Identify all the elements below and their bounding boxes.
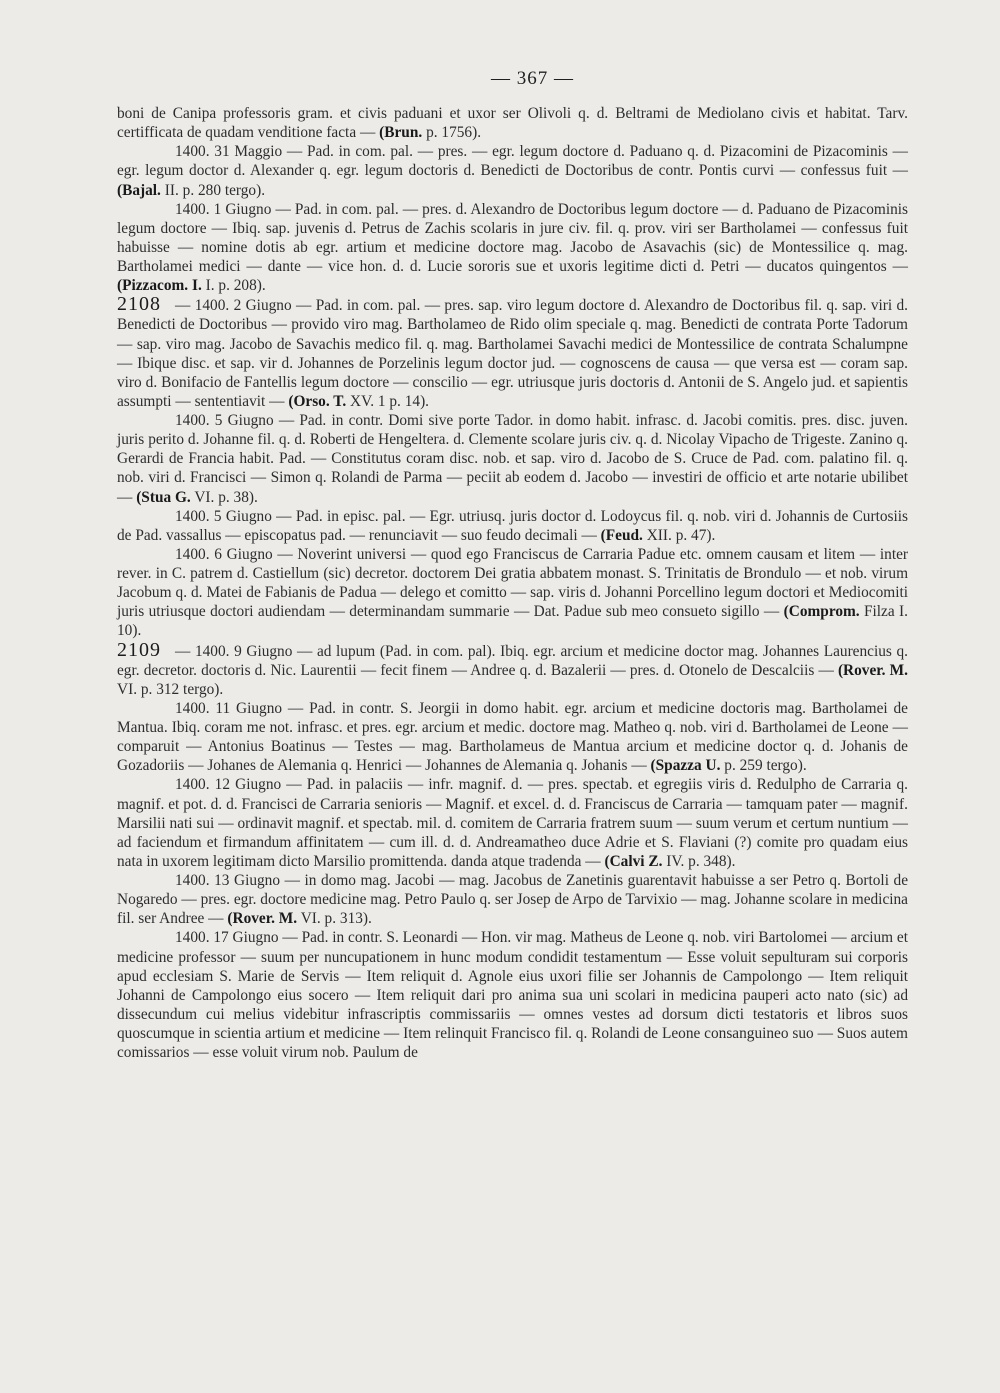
paragraph-text: — 1400. 2 Giugno — Pad. in com. pal. — pres. sap. viro legum doctore d. Alexandro de Doctoribus fil. q. sap. viri d. Benedicti de Doctoribus — provido viro mag. Bartholameo de Rido olim speciale q. mag. Benedicti de contrata Porte Tadorum — sap. viro mag. Jacobo de Savachis medico fil. q. mag. Bartholamei Savachi medici de Montessilice de contrata Schalumpne — Ibique disc. et sap. vir d. Johannes de Porzelinis legum doctor jud. — cognoscens de causa — que versa est — coram sap. viro d. Bonifacio de Fantellis legum doctore — conscilio — egr. utriusque juris doctoris d. Antonii de S. Angelo jud. et sapientis assumpti — sententiavit — <box>117 297 908 410</box>
source-citation: VI. p. 38). <box>194 488 258 506</box>
paragraph <box>117 104 908 142</box>
source-reference: (Orso. T. <box>288 392 347 410</box>
source-reference: (Rover. M. <box>837 661 908 679</box>
source-reference: (Spazza U. <box>650 757 721 775</box>
document-entry <box>117 295 908 411</box>
paragraph <box>117 871 908 928</box>
source-citation: p. 1756). <box>426 124 482 142</box>
source-reference: (Bajal. <box>117 181 161 199</box>
source-citation: Filza I. 10). <box>117 603 908 640</box>
source-reference: (Comprom. <box>783 603 860 621</box>
paragraph-text: 1400. 5 Giugno — Pad. in episc. pal. — Egr. utriusq. juris doctor d. Lodoycus fil. q. nob. viri d. Johannis de Curtosiis de Pad. vassallus — episcopatus pad. — renunciavit — suo feudo decimali — <box>117 507 908 544</box>
source-citation: VI. p. 312 tergo). <box>117 680 224 698</box>
source-reference: (Stua G. <box>136 488 191 506</box>
source-citation: II. p. 280 tergo). <box>164 181 266 199</box>
paragraph <box>117 699 908 776</box>
source-citation: p. 259 tergo). <box>724 757 807 775</box>
source-reference: (Pizzacom. I. <box>117 277 202 295</box>
source-citation: XV. 1 p. 14). <box>350 392 430 410</box>
paragraph <box>117 507 908 545</box>
source-reference: (Brun. <box>379 124 423 142</box>
paragraph <box>117 142 908 199</box>
paragraph-text: 1400. 13 Giugno — in domo mag. Jacobi — mag. Jacobus de Zanetinis guarentavit habuisse a ser Petro q. Bortoli de Nogaredo — pres. egr. doctore medicine mag. Petro Paulo q. ser Josep de Arpo de Tarvixio — mag. Johanne scolare in medicina fil. ser Andree — <box>117 872 908 928</box>
document-number: 2108 <box>117 293 161 316</box>
source-reference: (Calvi Z. <box>604 852 663 870</box>
source-citation: IV. p. 348). <box>666 852 736 870</box>
paragraph-text: — 1400. 9 Giugno — ad lupum (Pad. in com. pal). Ibiq. egr. arcium et medicine doctor mag. Johannes Laurencius q. egr. decretor. doctoris d. Nic. Laurentii — fecit finem — Andree q. d. Bazalerii — pres. d. Otonelo de Descalciis — <box>117 642 908 679</box>
document-entry <box>117 638 908 699</box>
source-citation: I. p. 208). <box>205 277 266 295</box>
paragraph-text: boni de Canipa professoris gram. et civis paduani et uxor ser Olivoli q. d. Beltrami de Mediolano civis et habitat. Tarv. certifficata de quadam venditione facta — <box>117 105 908 142</box>
document-number: 2109 <box>117 638 161 661</box>
paragraph <box>117 928 908 1062</box>
paragraph <box>117 775 908 871</box>
page-number: — 367 — <box>491 68 574 89</box>
source-citation: VI. p. 313). <box>300 910 372 928</box>
paragraph <box>117 411 908 507</box>
paragraph-text: 1400. 31 Maggio — Pad. in com. pal. — pres. — egr. legum doctore d. Paduano q. d. Pizacomini de Pizacominis — egr. legum doctor d. Alexander q. egr. legum doctoris d. Benedicti de Doctoribus de contr. Pontis curvi — confessus fuit — <box>117 143 908 180</box>
paragraph <box>117 545 908 641</box>
paragraph-text: 1400. 12 Giugno — Pad. in palaciis — infr. magnif. d. — pres. spectab. et egregiis viris d. Redulpho de Carraria q. magnif. et pot. d. d. Francisci de Carraria senioris — Magnif. et excel. d. d. Franciscus de Carraria — tamquam pater — magnif. Marsilii nati sui — ordinavit magnif. et spectab. mil. d. comitem de Carraria fratrem suum — suum verum et certum nuntium — ad faciendum et firmandum affinitatem — cum ill. d. d. Andreamatheo duce Adrie et S. Flaviani (?) comite pro quadam eius nata in uxorem legitimam dicto Marsilio promittenda. danda atque tradenda — <box>117 776 908 870</box>
paragraph-text: 1400. 1 Giugno — Pad. in com. pal. — pres. d. Alexandro de Doctoribus legum doctore — d. Paduano de Pizacominis legum doctore — Ibiq. sap. juvenis d. Petrus de Zachis scolaris in jure civ. fil. q. prov. viri ser Bartholamei — confessus fuit habuisse — nomine dotis ab egr. artium et medicine doctore mag. Jacobo de Asavachis (sic) de Montessilice q. mag. Bartholamei medici — dante — vice hon. d. d. Lucie sororis sue et uxoris legitime dicti d. Petri — ducatos quingentos — <box>117 200 908 275</box>
source-reference: (Feud. <box>600 526 643 544</box>
paragraph-text: 1400. 11 Giugno — Pad. in contr. S. Jeorgii in domo habit. egr. arcium et medicine doctoris mag. Bartholamei de Mantua. Ibiq. coram me not. infrasc. et pres. egr. arcium et medic. doctore mag. Matheo q. nob. viri d. Bartholamei de Leone — comparuit — Antonius Boatinus — Testes — mag. Bartholameus de Mantua arcium et medicine doctor q. d. Johanis de Gozadoriis — Johanes de Alemania q. Henrici — Johannes de Alemania q. Johanis — <box>117 699 908 775</box>
paragraph-text: 1400. 17 Giugno — Pad. in contr. S. Leonardi — Hon. vir mag. Matheus de Leone q. nob. viri Bartolomei — arcium et medicine professor — suum per nuncupationem in hunc modum condidit testamentum — Esse voluit sepulturam sui corporis apud ecclesiam S. Marie de Servis — Item reliquit d. Agnole eius uxori filie ser Johannis de Campolongo — Item reliquit Johanni de Campolongo eius socero — Item reliquit dari pro anima sua uni scolari in medicina pauperi acto nato (sic) ad dissecundum cui melius videbitur infrascriptis commissariis — omnes vestes ad dorsum dicti testatoris et libros suos quoscumque in scientia artium et medicine — Item relinquit Francisco fil. q. Rolandi de Leone consanguineo suo — Suos autem comissarios — esse voluit virum nob. Paulum de <box>117 929 908 1062</box>
source-reference: (Rover. M. <box>227 910 298 928</box>
paragraph-text: 1400. 6 Giugno — Noverint universi — quod ego Franciscus de Carraria Padue etc. omnem causam et litem — inter rever. in C. patrem d. Castiellum (sic) decretor. doctorem Dei gratia abbatem monast. S. Trinitatis de Brondulo — et nob. virum Jacobum q. d. Matei de Fabianis de Padua — delego et comitto — sap. viris d. Johanni Porcellino legum doctori et Mediocomiti juris utriusque doctori audiendam — determinandam summarie — Dat. Padue sub meo consueto sigillo — <box>117 545 908 621</box>
paragraph <box>117 200 908 296</box>
paragraph-text: 1400. 5 Giugno — Pad. in contr. Domi sive porte Tador. in domo habit. infrasc. d. Jacobi comitis. pres. disc. juven. juris perito d. Johanne fil. q. d. Roberti de Hengeltera. d. Clemente scolare juris civ. q. d. Nicolay Vipacho de Trigeste. Zanino q. Gerardi de Francia habit. Pad. — Constitutus coram disc. nob. et sap. viro d. Jacobo de S. Cruce de Pad. com. palatino fil. q. nob. viri d. Francisci — Simon q. Rolandi de Parma — peciit ab eodem d. Jacobo — investiri de officio et arte notarie ubilibet — <box>117 412 908 506</box>
source-citation: XII. p. 47). <box>646 526 716 544</box>
document-body <box>117 104 908 1062</box>
